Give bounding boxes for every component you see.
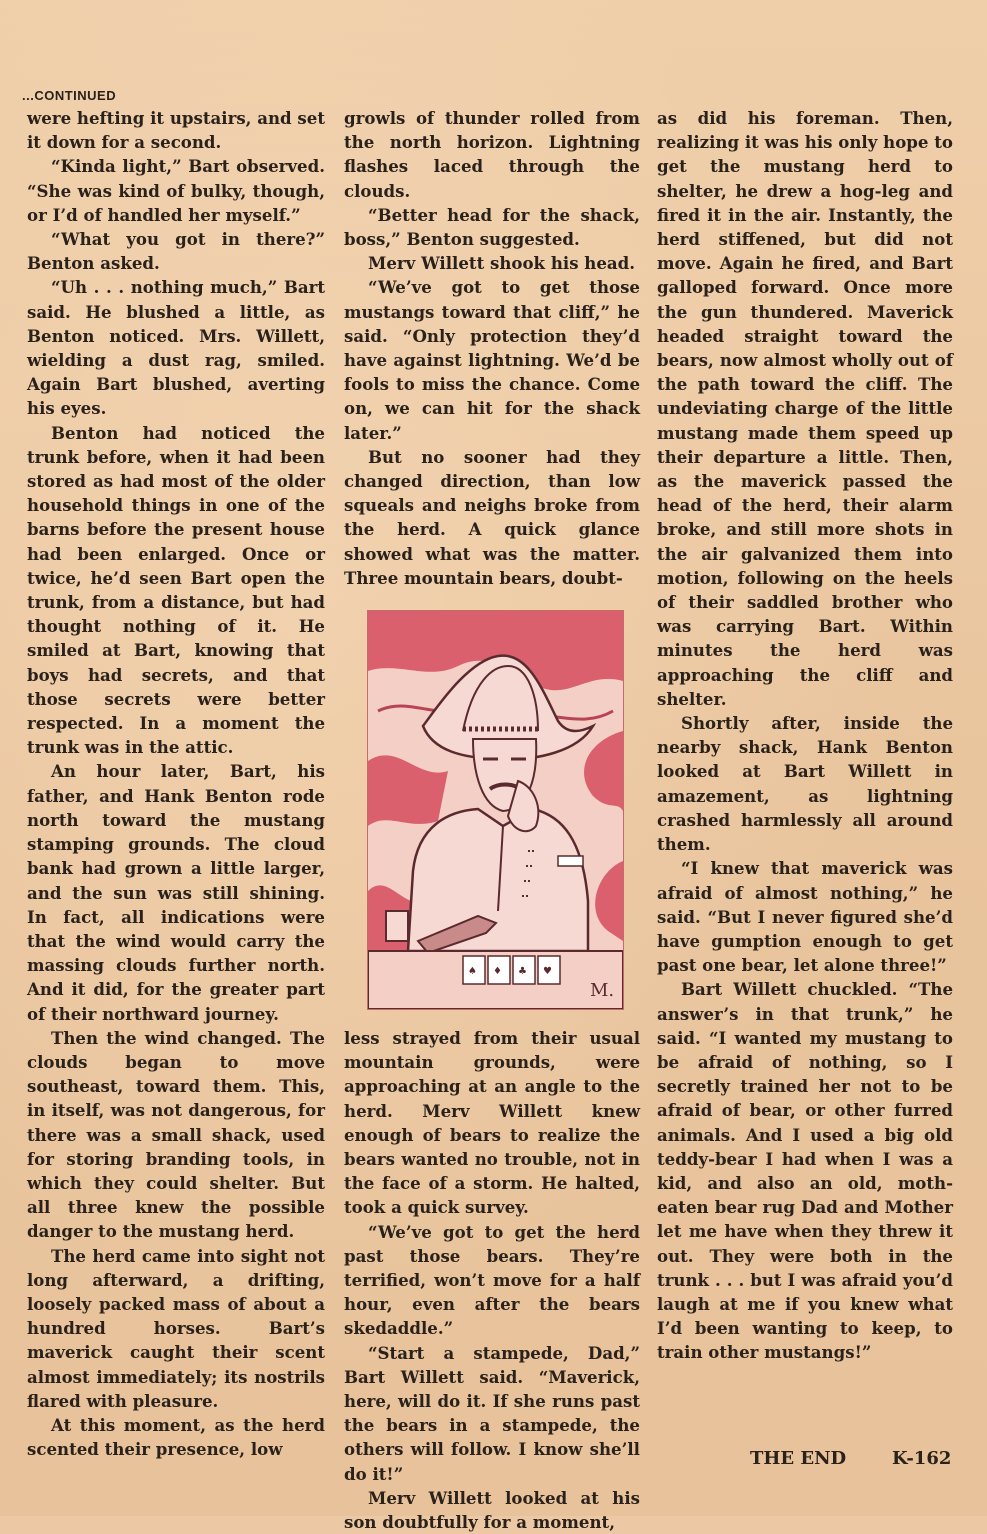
paragraph: Then the wind changed. The clouds began to move southeast, toward them. This, in itself, was not dangerous, for there was a small shack, used for storing branding tools, in which they could shelter. But all three knew the possible danger to the mustang herd.	[27, 1027, 325, 1242]
paragraph: “Better head for the shack, boss,” Benton suggested.	[344, 204, 640, 250]
svg-text:♥: ♥	[543, 966, 552, 977]
text-column-2-bottom	[344, 1026, 640, 1533]
paragraph: “Uh . . . nothing much,” Bart said. He blushed a little, as Benton noticed. Mrs. Willett, wielding a dust rag, smiled. Again Bart blushed, averting his eyes.	[27, 277, 325, 419]
paragraph: Benton had noticed the trunk before, when it had been stored as had most of the older household things in one of the barns before the present house had been enlarged. Once or twice, he’d seen Bart open the trunk, from a distance, but had thought nothing of it. He smiled at Bart, knowing that boys had secrets, and that those secrets were better respected. In a moment the trunk was in the attic.	[27, 422, 325, 758]
paragraph: At this moment, as the herd scented their presence, low	[27, 1414, 325, 1460]
paragraph: But no sooner had they changed direction, than low squeals and neighs broke from the herd. A quick glance showed what was the matter. Three mountain bears, doubt-	[344, 446, 640, 588]
paragraph: “What you got in there?” Benton asked.	[27, 229, 325, 274]
paragraph: The herd came into sight not long afterward, a drifting, loosely packed mass of about a hundred horses. Bart’s maverick caught their scent almost immediately; its nostrils flared with pleasure.	[27, 1245, 325, 1411]
svg-text:♦: ♦	[493, 966, 502, 977]
continued-label: ...CONTINUED	[22, 88, 117, 103]
artist-signature: M.	[590, 980, 615, 1001]
text-column-3	[657, 106, 953, 1506]
paragraph: Merv Willett shook his head.	[368, 253, 636, 274]
paragraph: “Kinda light,” Bart observed. “She was kind of bulky, though, or I’d of handled her myself.”	[27, 156, 325, 225]
text-column-1	[27, 106, 325, 1506]
paragraph: growls of thunder rolled from the north horizon. Lightning flashes laced through the clouds.	[344, 108, 640, 201]
paragraph: Merv Willett looked at his son doubtfully for a moment,	[344, 1487, 640, 1533]
text-column-2-top	[344, 106, 640, 594]
svg-text:♣: ♣	[518, 966, 527, 977]
the-end-label: THE END	[750, 1448, 847, 1469]
paragraph: “We’ve got to get those mustangs toward that cliff,” he said. “Only protection they’d have against lightning. We’d be fools to miss the chance. Come on, we can hit for the shack later.”	[344, 277, 640, 443]
cowboy-illustration	[367, 610, 624, 1010]
svg-text:♠: ♠	[468, 966, 477, 977]
paragraph: were hefting it upstairs, and set it down for a second.	[27, 108, 325, 153]
paragraph: Bart Willett chuckled. “The answer’s in that trunk,” he said. “I wanted my mustang to be afraid of nothing, so I secretly trained her not to be afraid of bear, or other furred animals. And I used a big old teddy-bear I had when I was a kid, and also an old, moth-eaten bear rug Dad and Mother let me have when they threw it out. They were both in the trunk . . . but I was afraid you’d laugh at me if you knew what I’d been wanting to keep, to train other mustangs!”	[657, 979, 953, 1363]
paragraph: Shortly after, inside the nearby shack, Hank Benton looked at Bart Willett in amazement, as lightning crashed harmlessly all around them.	[657, 713, 953, 855]
paragraph: An hour later, Bart, his father, and Hank Benton rode north toward the mustang stamping grounds. The cloud bank had grown a little larger, and the sun was still shining. In fact, all indications were that the wind would carry the massing clouds further north. And it did, for the greater part of their northward journey.	[27, 761, 325, 1024]
paragraph: “I knew that maverick was afraid of almost nothing,” he said. “But I never figured she’d have gumption enough to get past one bear, let alone three!”	[657, 858, 953, 976]
paragraph: “We’ve got to get the herd past those bears. They’re terrified, won’t move for a half hour, even after the bears skedaddle.”	[344, 1221, 640, 1339]
page-code: K-162	[892, 1448, 952, 1469]
paragraph: “Start a stampede, Dad,” Bart Willett said. “Maverick, here, will do it. If she runs past the bears in a stampede, the others will follow. I know she’ll do it!”	[344, 1342, 640, 1484]
paragraph: as did his foreman. Then, realizing it was his only hope to get the mustang herd to shelter, he drew a hog-leg and fired it in the air. Instantly, the herd stiffened, but did not move. Again he fired, and Bart galloped forward. Once more the gun thundered. Maverick headed straight toward the bears, now almost wholly out of the path toward the cliff. The undeviating charge of the little mustang made them speed up their departure a little. Then, as the maverick passed the head of the herd, their alarm broke, and still more shots in the air galvanized them into motion, following on the heels of their saddled brother who was carrying Bart. Within minutes the herd was approaching the cliff and shelter.	[657, 108, 953, 709]
paragraph: less strayed from their usual mountain grounds, were approaching at an angle to the herd. Merv Willett knew enough of bears to realize the bears wanted no trouble, not in the face of a storm. He halted, took a quick survey.	[344, 1028, 640, 1218]
